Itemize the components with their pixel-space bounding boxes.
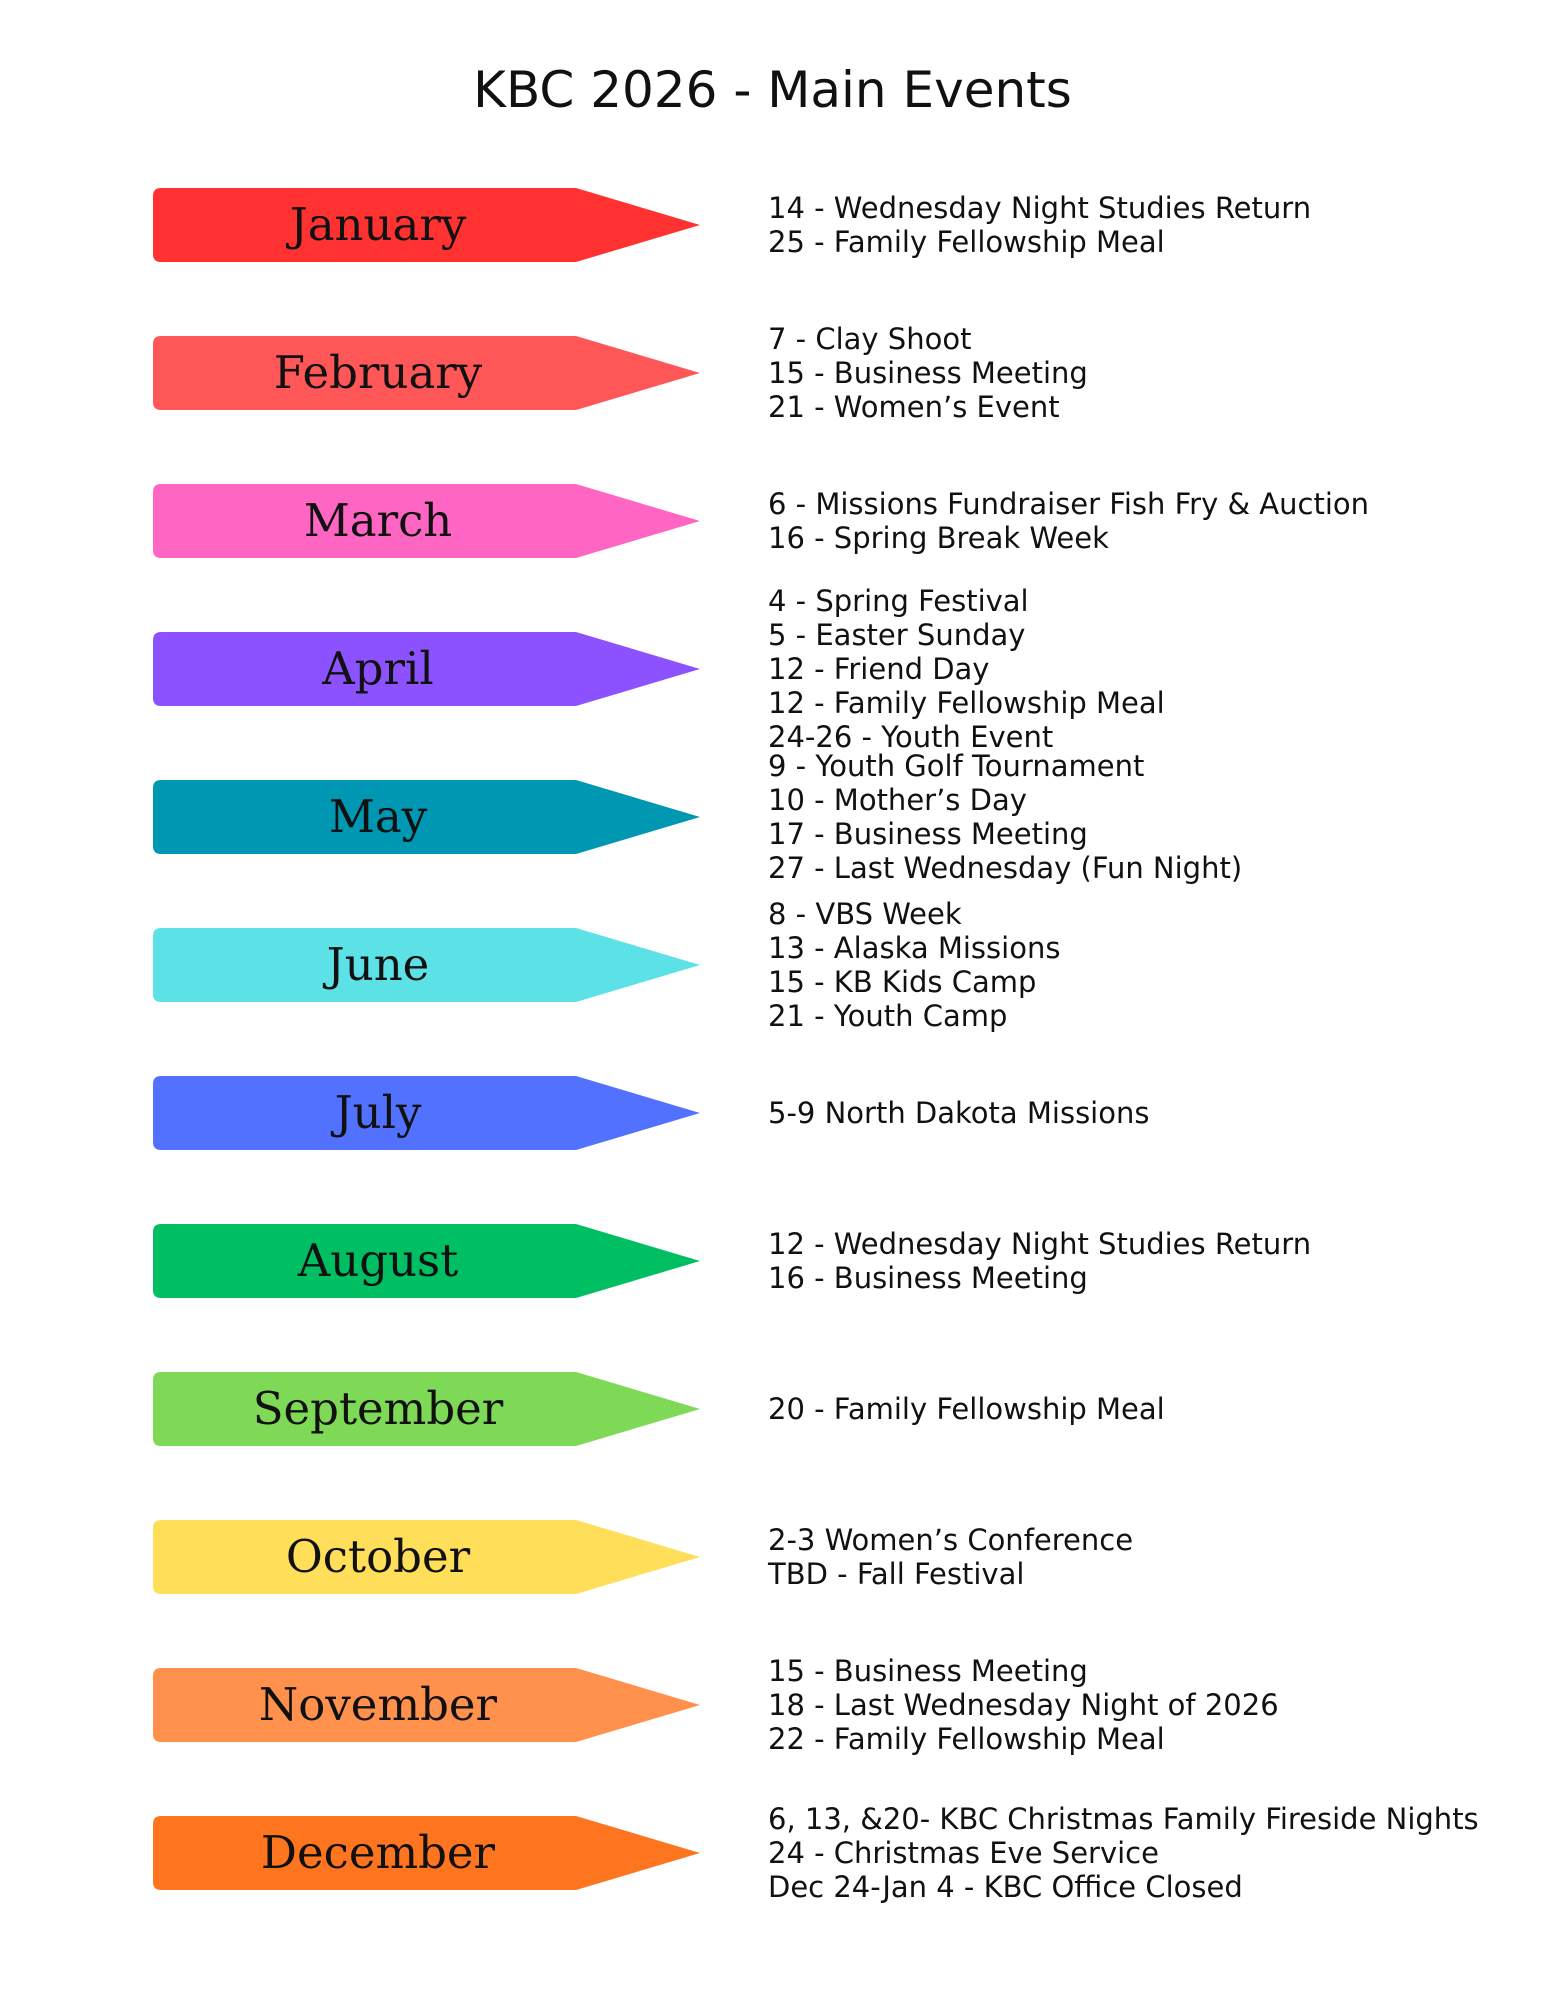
event-item: 24 - Christmas Eve Service (768, 1836, 1159, 1870)
event-item: 5 - Easter Sunday (768, 618, 1026, 652)
event-item: 8 - VBS Week (768, 897, 962, 931)
event-list (768, 1802, 1528, 1904)
event-item: 9 - Youth Golf Tournament (768, 749, 1145, 783)
crayon-banner (153, 484, 700, 558)
event-item: 15 - Business Meeting (768, 356, 1088, 390)
event-item: 12 - Wednesday Night Studies Return (768, 1227, 1312, 1261)
month-label: December (260, 1826, 496, 1879)
event-item: 7 - Clay Shoot (768, 322, 972, 356)
event-list (768, 191, 1528, 259)
event-item: 6 - Missions Fundraiser Fish Fry & Auction (768, 487, 1370, 521)
month-label: April (322, 642, 434, 695)
month-label: October (285, 1530, 471, 1583)
event-item: 24-26 - Youth Event (768, 720, 1054, 754)
event-item: 15 - Business Meeting (768, 1654, 1088, 1688)
event-list (768, 1096, 1528, 1130)
crayon-banner (153, 1372, 700, 1446)
event-item: 16 - Business Meeting (768, 1261, 1088, 1295)
event-item: 27 - Last Wednesday (Fun Night) (768, 851, 1243, 885)
event-item: 22 - Family Fellowship Meal (768, 1722, 1165, 1756)
month-label: June (326, 938, 430, 991)
event-item: 10 - Mother’s Day (768, 783, 1027, 817)
month-label: July (334, 1086, 422, 1139)
crayon-banner (153, 780, 700, 854)
month-label: August (297, 1234, 459, 1287)
crayon-banner (153, 1668, 700, 1742)
event-item: 2-3 Women’s Conference (768, 1523, 1134, 1557)
month-label: November (258, 1678, 498, 1731)
month-label: February (273, 346, 483, 399)
event-item: 25 - Family Fellowship Meal (768, 225, 1165, 259)
event-list (768, 1392, 1528, 1426)
crayon-banner (153, 1816, 700, 1890)
event-item: 17 - Business Meeting (768, 817, 1088, 851)
crayon-banner (153, 1224, 700, 1298)
crayon-banner (153, 1520, 700, 1594)
event-item: 5-9 North Dakota Missions (768, 1096, 1150, 1130)
event-list (768, 322, 1528, 424)
crayon-banner (153, 188, 700, 262)
event-item: 21 - Women’s Event (768, 390, 1060, 424)
page-title: KBC 2026 - Main Events (473, 61, 1072, 119)
event-list (768, 584, 1528, 754)
month-label: May (328, 790, 428, 843)
event-item: TBD - Fall Festival (768, 1557, 1025, 1591)
event-item: 21 - Youth Camp (768, 999, 1008, 1033)
event-item: 13 - Alaska Missions (768, 931, 1061, 965)
event-item: 20 - Family Fellowship Meal (768, 1392, 1165, 1426)
event-item: 15 - KB Kids Camp (768, 965, 1037, 999)
event-item: 16 - Spring Break Week (768, 521, 1109, 555)
event-item: 14 - Wednesday Night Studies Return (768, 191, 1312, 225)
month-label: March (303, 494, 453, 547)
event-item: 6, 13, &20- KBC Christmas Family Fireside Nights (768, 1802, 1479, 1836)
event-list (768, 1227, 1528, 1295)
month-label: September (252, 1382, 504, 1435)
event-item: 4 - Spring Festival (768, 584, 1029, 618)
crayon-banner (153, 1076, 700, 1150)
crayon-banner (153, 928, 700, 1002)
crayon-banner (153, 632, 700, 706)
event-list (768, 1523, 1528, 1591)
event-item: 12 - Friend Day (768, 652, 990, 686)
event-item: 12 - Family Fellowship Meal (768, 686, 1165, 720)
event-list (768, 749, 1528, 885)
event-item: 18 - Last Wednesday Night of 2026 (768, 1688, 1279, 1722)
event-list (768, 487, 1528, 555)
crayon-banner (153, 336, 700, 410)
event-item: Dec 24-Jan 4 - KBC Office Closed (768, 1870, 1243, 1904)
event-list (768, 1654, 1528, 1756)
month-label: January (289, 198, 467, 251)
event-list (768, 897, 1528, 1033)
